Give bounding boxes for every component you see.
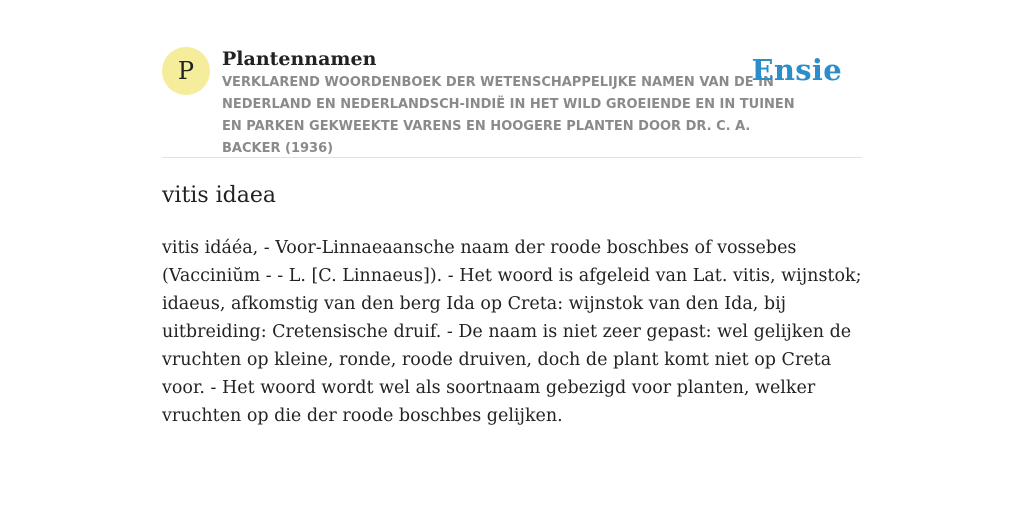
ensie-logo[interactable]: Ensie <box>751 53 842 87</box>
source-avatar[interactable]: P <box>162 47 210 95</box>
entry-headword: vitis idaea <box>162 183 276 208</box>
source-header <box>162 44 862 158</box>
source-subtitle: VERKLAREND WOORDENBOEK DER WETENSCHAPPELIJKE NAMEN VAN DE IN NEDERLAND EN NEDERLANDSCH-INDIË IN HET WILD GROEIENDE EN IN TUINEN EN PARKEN GEKWEEKTE VARENS EN HOOGERE PLANTEN DOOR DR. C. A. BACKER (1936) <box>222 75 795 156</box>
source-title[interactable]: Plantennamen <box>222 48 377 70</box>
entry-definition: vitis idáéa, - Voor-Linnaeaansche naam der roode boschbes of vossebes (Vacciniŭm - - L. [C. Linnaeus]). - Het woord is afgeleid van Lat. vitis, wijnstok; idaeus, afkomstig van den berg Ida op Creta: wijnstok van den Ida, bij uitbreiding: Cretensische druif. - De naam is niet zeer gepast: wel gelijken de vruchten op kleine, ronde, roode druiven, doch de plant komt niet op Creta voor. - Het woord wordt wel als soortnaam gebezigd voor planten, welker vruchten op die der roode boschbes gelijken. <box>162 238 862 426</box>
